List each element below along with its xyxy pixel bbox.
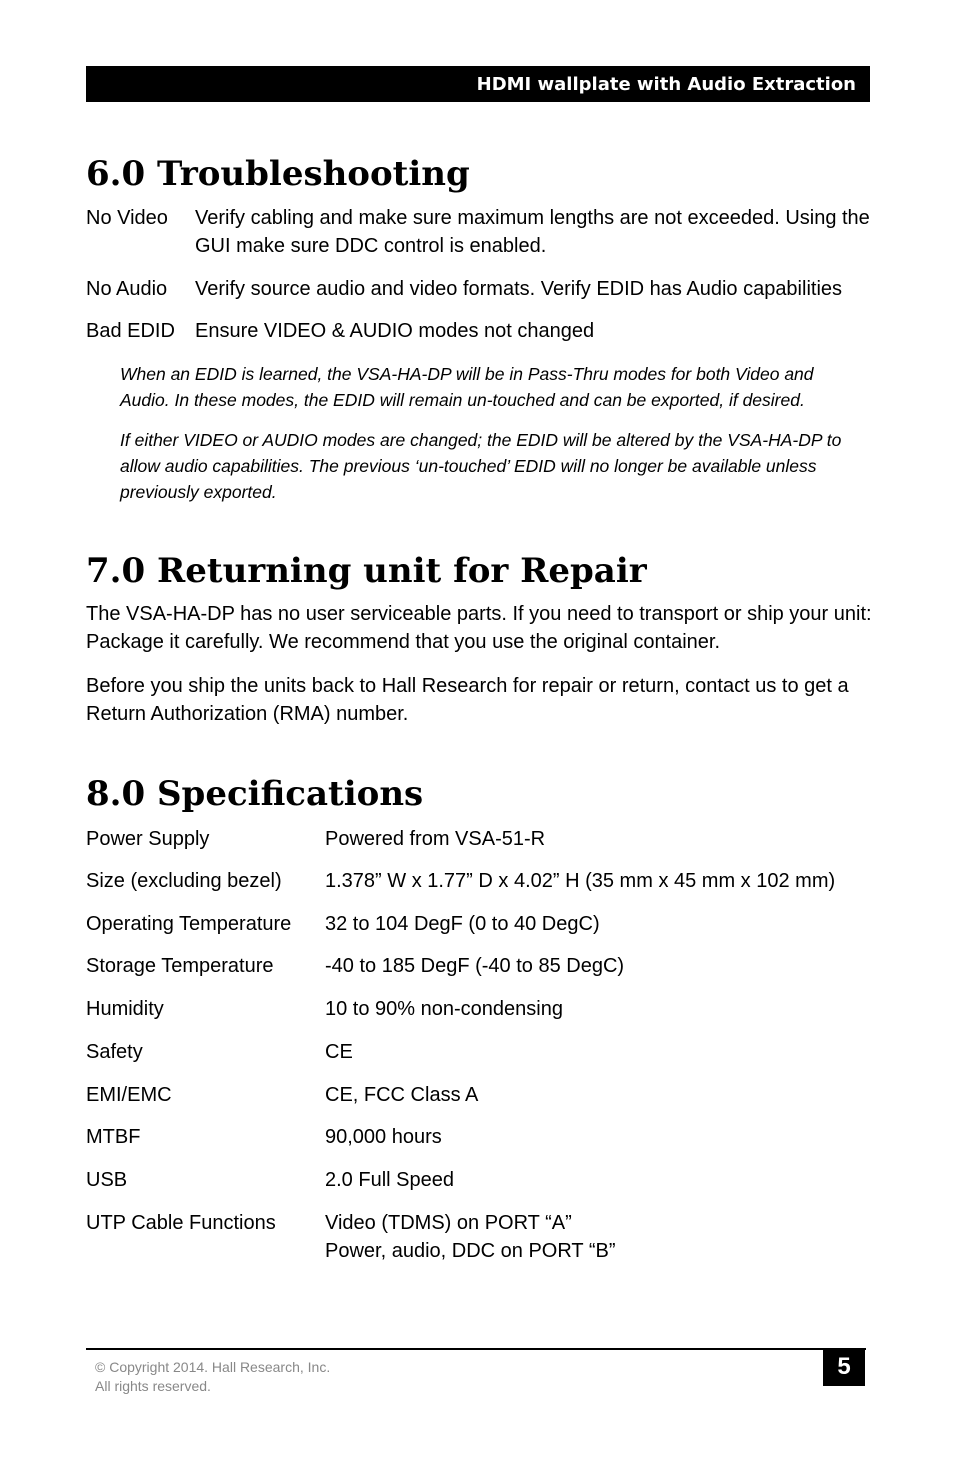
running-header xyxy=(86,66,870,102)
copyright-line: © Copyright 2014. Hall Research, Inc. xyxy=(95,1359,331,1375)
spec-value: 90,000 hours xyxy=(325,1126,442,1148)
copyright-line: All rights reserved. xyxy=(95,1378,211,1394)
troubleshooting-label: No Video xyxy=(86,207,168,229)
spec-label: MTBF xyxy=(86,1126,141,1148)
spec-label: Humidity xyxy=(86,998,164,1020)
spec-value: 32 to 104 DegF (0 to 40 DegC) xyxy=(325,913,600,935)
spec-value: Powered from VSA-51-R xyxy=(325,828,546,850)
copyright-notice xyxy=(95,1358,330,1396)
footer-divider xyxy=(86,1348,866,1350)
spec-label: Size (excluding bezel) xyxy=(86,870,282,892)
edid-note-changed: If either VIDEO or AUDIO modes are changed; the EDID will be altered by the VSA-HA-DP to allow audio capabilities. The previous ‘un-touched’ EDID will no longer be available unless previously exported. xyxy=(120,430,842,502)
troubleshooting-label: No Audio xyxy=(86,278,168,300)
spec-value: CE, FCC Class A xyxy=(325,1084,479,1106)
repair-paragraph-1: The VSA-HA-DP has no user serviceable parts. If you need to transport or ship your unit: Package it carefully. We recommend that you use the original container. xyxy=(86,603,872,653)
spec-label: UTP Cable Functions xyxy=(86,1212,276,1234)
specs-heading: 8.0 Specifications xyxy=(86,774,424,814)
page-number: 5 xyxy=(823,1348,865,1386)
troubleshooting-text: GUI make sure DDC control is enabled. xyxy=(195,235,547,257)
edid-note-learned: When an EDID is learned, the VSA-HA-DP will be in Pass-Thru modes for both Video and Audio. In these modes, the EDID will remain un-touched and can be exported, if desired. xyxy=(120,364,814,410)
repair-paragraph-2: Before you ship the units back to Hall Research for repair or return, contact us to get a Return Authorization (RMA) number. xyxy=(86,675,849,725)
spec-label: USB xyxy=(86,1169,128,1191)
troubleshooting-text: Verify source audio and video formats. Verify EDID has Audio capabilities xyxy=(195,278,843,300)
spec-value: 1.378” W x 1.77” D x 4.02” H (35 mm x 45 mm x 102 mm) xyxy=(325,870,836,892)
spec-value: Power, audio, DDC on PORT “B” xyxy=(325,1240,616,1262)
troubleshooting-label: Bad EDID xyxy=(86,320,175,342)
repair-heading: 7.0 Returning unit for Repair xyxy=(86,551,647,591)
spec-label: Storage Temperature xyxy=(86,955,274,977)
troubleshooting-text: Verify cabling and make sure maximum lengths are not exceeded. Using the xyxy=(195,207,870,229)
spec-value: -40 to 185 DegF (-40 to 85 DegC) xyxy=(325,955,625,977)
troubleshooting-heading: 6.0 Troubleshooting xyxy=(86,154,470,194)
troubleshooting-text: Ensure VIDEO & AUDIO modes not changed xyxy=(195,320,595,342)
spec-label: Safety xyxy=(86,1041,143,1063)
spec-label: EMI/EMC xyxy=(86,1084,172,1106)
spec-label: Operating Temperature xyxy=(86,913,292,935)
spec-value: CE xyxy=(325,1041,353,1063)
spec-value: 10 to 90% non-condensing xyxy=(325,998,563,1020)
spec-value: 2.0 Full Speed xyxy=(325,1169,454,1191)
spec-label: Power Supply xyxy=(86,828,210,850)
running-header-title: HDMI wallplate with Audio Extraction xyxy=(476,74,856,95)
spec-value: Video (TDMS) on PORT “A” xyxy=(325,1212,572,1234)
